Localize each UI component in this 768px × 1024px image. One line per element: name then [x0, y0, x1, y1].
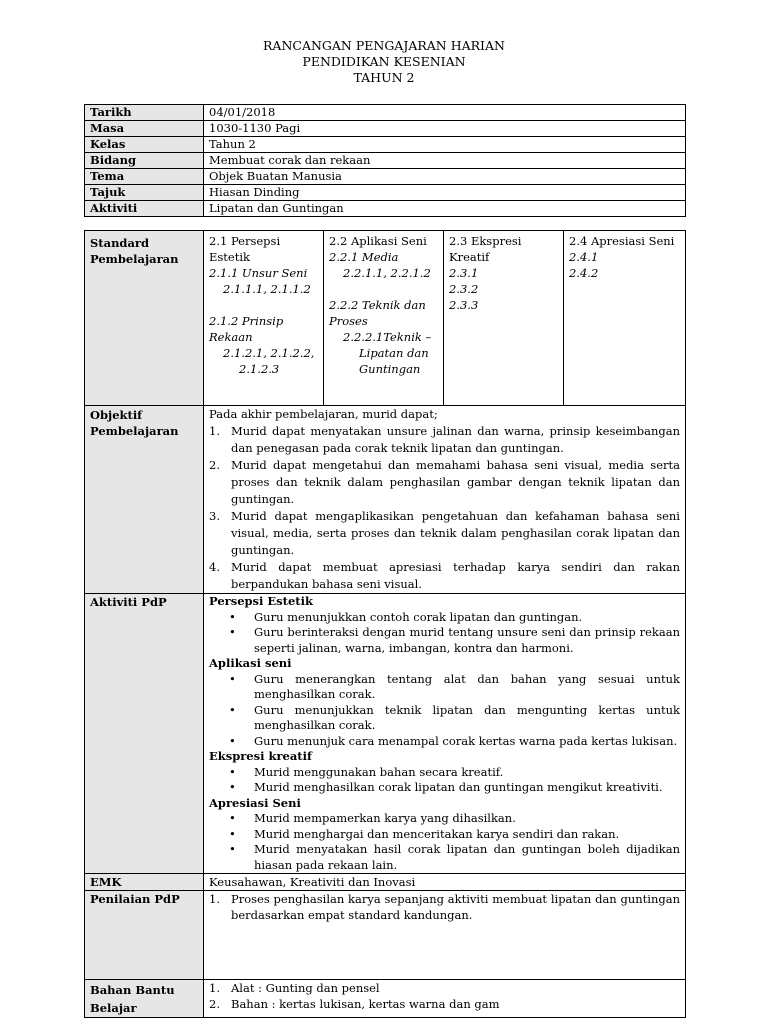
list-item: 1. Proses penghasilan karya sepanjang aktiviti membuat lipatan dan guntingan berdasarkan empat standard kandungan. [209, 892, 680, 922]
sub-standard: 2.4.2 [569, 266, 599, 280]
standard-row [85, 231, 686, 406]
objektif-content [204, 406, 686, 594]
info-row [85, 137, 686, 153]
emk-row [85, 874, 686, 891]
info-value: Lipatan dan Guntingan [204, 201, 686, 217]
sub-standard-items: 2.2.2.1Teknik – [343, 330, 432, 344]
doc-title-line2: PENDIDIKAN KESENIAN [302, 54, 466, 69]
list-item: 1. Murid dapat menyatakan unsure jalinan dan warna, prinsip keseimbangan dan penegasan pada corak teknik lipatan dan guntingan. [209, 424, 680, 455]
standard-col-apresiasi [564, 231, 686, 406]
objektif-label-line1: Objektif [90, 408, 143, 422]
penilaian-row [85, 891, 686, 980]
info-row [85, 201, 686, 217]
lesson-table [84, 230, 686, 1018]
list-item: • Guru berinteraksi dengan murid tentang unsure seni dan prinsip rekaan seperti jalinan, warna, imbangan, kontra dan harmoni. [209, 625, 680, 656]
info-row [85, 169, 686, 185]
info-table [84, 104, 686, 217]
list-item: • Guru menunjukkan contoh corak lipatan dan guntingan. [209, 610, 680, 626]
sub-standard: 2.3.1 [449, 266, 479, 280]
list-item: 3. Murid dapat mengaplikasikan pengetahuan dan kefahaman bahasa seni visual, media, serta proses dan teknik dalam penghasilan corak lipatan dan guntingan. [209, 509, 680, 557]
sub-standard-items: 2.1.1.1, 2.1.1.2 [223, 282, 311, 296]
sub-standard: 2.1.2 Prinsip [209, 314, 284, 328]
sub-standard: 2.3.3 [449, 298, 479, 312]
list-item: 2. Murid dapat mengetahui dan memahami bahasa seni visual, media serta proses dan teknik dalam penghasilan gambar dengan teknik lipatan dan guntingan. [209, 458, 680, 506]
bahan-label-line1: Bahan Bantu [90, 983, 175, 997]
list-item: • Murid menggunakan bahan secara kreatif. [209, 765, 680, 781]
doc-title-line1: RANCANGAN PENGAJARAN HARIAN [263, 38, 505, 53]
list-item: • Murid menyatakan hasil corak lipatan dan guntingan boleh dijadikan hiasan pada rekaan lain. [209, 842, 680, 873]
objektif-list [209, 423, 680, 593]
sub-standard: 2.1.1 Unsur Seni [209, 266, 308, 280]
bahan-content [204, 980, 686, 1018]
info-value: 04/01/2018 [204, 105, 686, 121]
list-item: • Guru menunjuk cara menampal corak kertas warna pada kertas lukisan. [209, 734, 680, 750]
standard-label-line1: Standard [90, 236, 150, 250]
col-heading: 2.3 Ekspresi Kreatif [449, 234, 522, 264]
sub-standard-items: 2.1.2.3 [239, 362, 280, 376]
list-item: 2. Bahan : kertas lukisan, kertas warna dan gam [209, 997, 500, 1011]
sub-standard-cont: Rekaan [209, 330, 253, 344]
doc-title-line3: TAHUN 2 [353, 70, 415, 85]
sub-standard: 2.2.2 Teknik dan [329, 298, 426, 312]
sub-standard-cont: Proses [329, 314, 368, 328]
section-heading: Aplikasi seni [209, 656, 292, 670]
sub-standard: 2.4.1 [569, 250, 599, 264]
penilaian-content [204, 891, 686, 980]
sub-standard-items: 2.1.2.1, 2.1.2.2, [223, 346, 315, 360]
emk-label: EMK [85, 874, 204, 891]
info-value: Objek Buatan Manusia [204, 169, 686, 185]
bullet-list [209, 765, 680, 796]
info-label: Kelas [85, 137, 204, 153]
standard-label [85, 231, 204, 406]
bahan-label [85, 980, 204, 1018]
objektif-intro: Pada akhir pembelajaran, murid dapat; [209, 407, 438, 421]
sub-standard-items: Lipatan dan [359, 346, 429, 360]
emk-value: Keusahawan, Kreativiti dan Inovasi [204, 874, 686, 891]
section-heading: Ekspresi kreatif [209, 749, 312, 763]
bahan-label-line2: Belajar [90, 1001, 137, 1015]
list-item: • Guru menerangkan tentang alat dan bahan yang sesuai untuk menghasilkan corak. [209, 672, 680, 703]
standard-col-aplikasi [324, 231, 444, 406]
objektif-label [85, 406, 204, 594]
section-heading: Persepsi Estetik [209, 594, 313, 608]
col-heading: 2.2 Aplikasi Seni [329, 234, 427, 248]
info-row [85, 153, 686, 169]
list-item: • Murid menghargai dan menceritakan karya sendiri dan rakan. [209, 827, 680, 843]
bullet-list [209, 811, 680, 873]
aktiviti-content [204, 594, 686, 874]
col-heading: 2.4 Apresiasi Seni [569, 234, 675, 248]
info-value: Membuat corak dan rekaan [204, 153, 686, 169]
info-label: Masa [85, 121, 204, 137]
sub-standard-items: 2.2.1.1, 2.2.1.2 [343, 266, 431, 280]
standard-col-ekspresi [444, 231, 564, 406]
list-item: • Murid mempamerkan karya yang dihasilkan. [209, 811, 680, 827]
bullet-list [209, 610, 680, 657]
objektif-label-line2: Pembelajaran [90, 424, 179, 438]
info-row [85, 185, 686, 201]
section-heading: Apresiasi Seni [209, 795, 301, 810]
info-label: Tarikh [85, 105, 204, 121]
bullet-list [209, 672, 680, 750]
aktiviti-row [85, 594, 686, 874]
info-value: 1030-1130 Pagi [204, 121, 686, 137]
bahan-list [209, 980, 680, 1012]
objektif-row [85, 406, 686, 594]
info-label: Bidang [85, 153, 204, 169]
info-label: Tema [85, 169, 204, 185]
col-heading: 2.1 Persepsi Estetik [209, 234, 281, 264]
bahan-row [85, 980, 686, 1018]
sub-standard: 2.3.2 [449, 282, 479, 296]
standard-label-line2: Pembelajaran [90, 252, 179, 266]
info-label: Aktiviti [85, 201, 204, 217]
list-item: 4. Murid dapat membuat apresiasi terhadap karya sendiri dan rakan berpandukan bahasa seni visual. [209, 560, 680, 591]
list-item: 1. Alat : Gunting dan pensel [209, 981, 380, 995]
penilaian-list [209, 891, 680, 923]
penilaian-label: Penilaian PdP [85, 891, 204, 980]
info-value: Tahun 2 [204, 137, 686, 153]
list-item: • Murid menghasilkan corak lipatan dan guntingan mengikut kreativiti. [209, 780, 680, 796]
list-item: • Guru menunjukkan teknik lipatan dan mengunting kertas untuk menghasilkan corak. [209, 703, 680, 734]
sub-standard: 2.2.1 Media [329, 250, 399, 264]
info-label: Tajuk [85, 185, 204, 201]
standard-col-persepsi [204, 231, 324, 406]
info-row [85, 105, 686, 121]
info-row [85, 121, 686, 137]
aktiviti-label: Aktiviti PdP [85, 594, 204, 874]
sub-standard-items: Guntingan [359, 362, 421, 376]
info-value: Hiasan Dinding [204, 185, 686, 201]
